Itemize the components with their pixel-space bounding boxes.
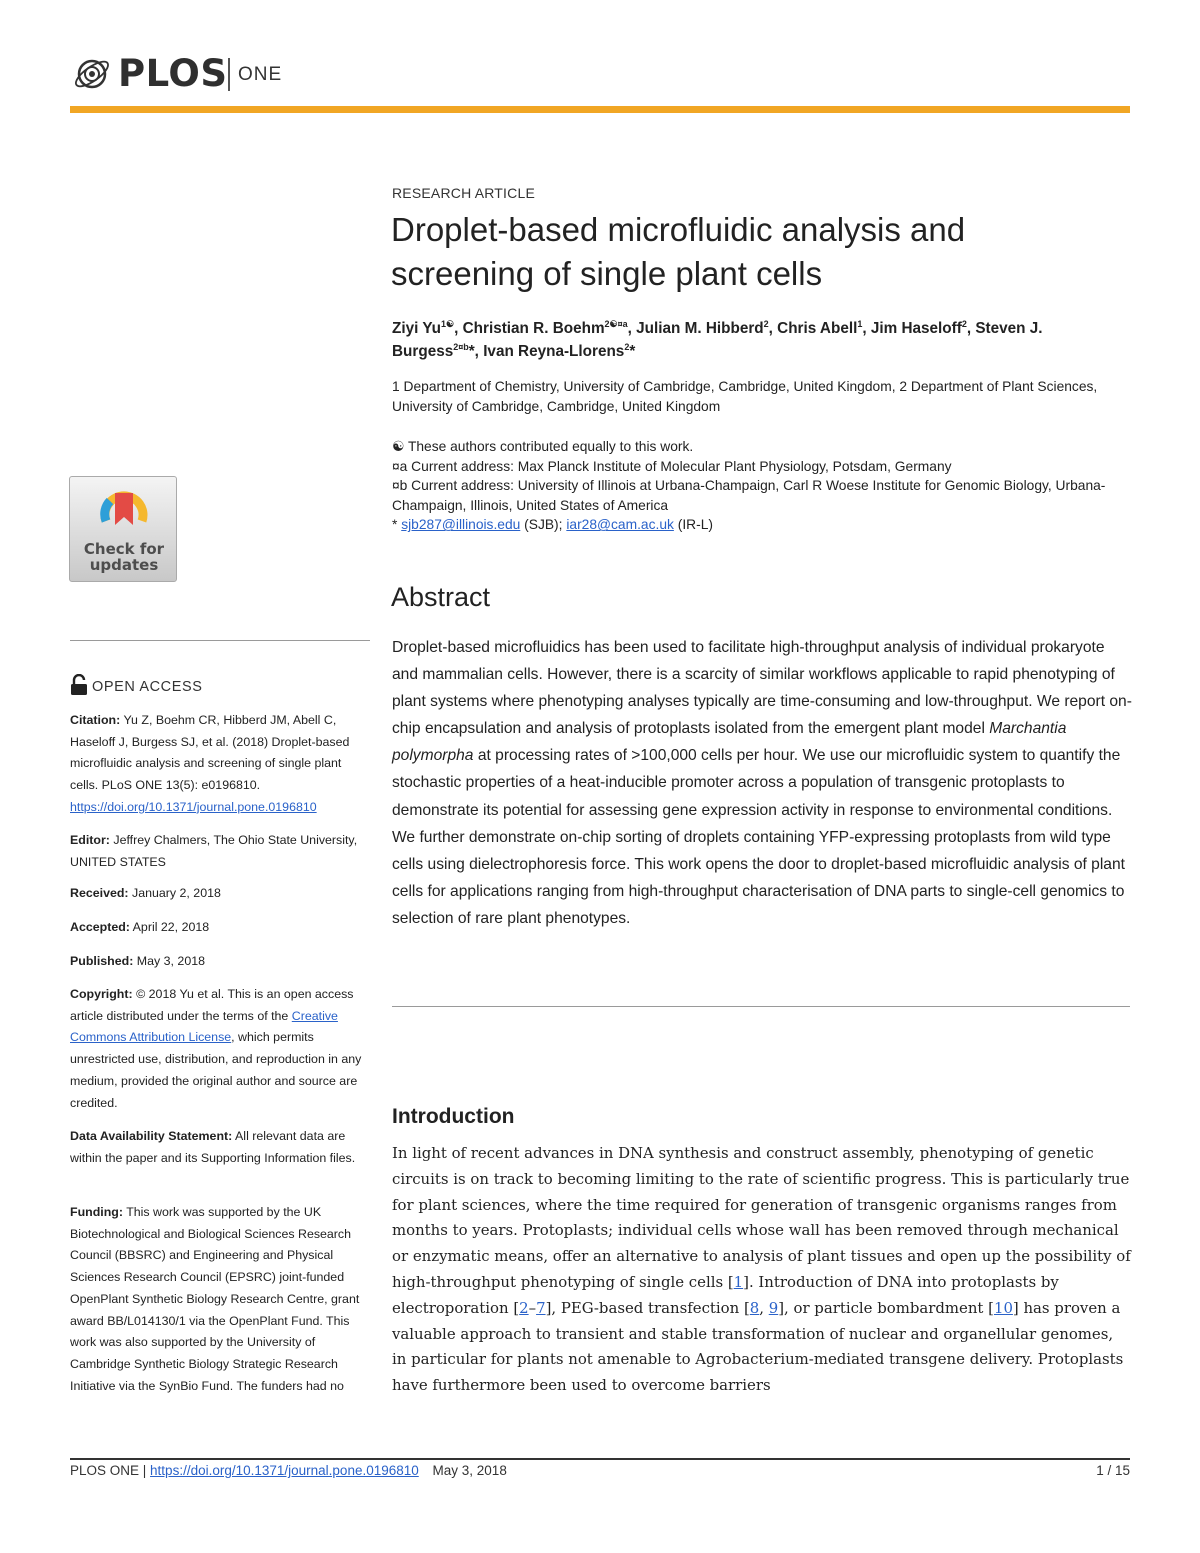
received-block xyxy=(70,883,370,905)
author-sup: 2 xyxy=(961,318,967,329)
abstract-part: Droplet-based microfluidics has been used to facilitate high-throughput analysis of individual prokaryote and mammalian cells. However, there is a scarcity of similar workflows applicable to rapid phenotyping of plant systems where phenotyping analyses typically are time-consuming and low-throughput. We report on-chip encapsulation and analysis of protoplasts isolated from the emergent plant model xyxy=(392,639,1132,738)
intro-part: – xyxy=(528,1298,537,1317)
email-tag: (SJB); xyxy=(524,517,563,533)
intro-part: ] has proven a valuable approach to transient and stable transformation of nuclear and organellular genomes, in particular for plants not amenable to Agrobacterium-mediated transgene delivery. Protoplasts have furthermore been used to overcome barriers xyxy=(392,1298,1124,1395)
ref-link[interactable]: 2 xyxy=(519,1298,529,1317)
received-label: Received: xyxy=(70,886,129,900)
equal-contribution-note: ☯ These authors contributed equally to this work. xyxy=(392,439,694,454)
author[interactable]: Jim Haseloff xyxy=(870,320,962,337)
copyright-text: © 2018 Yu et al. This is an open access article distributed under the terms of the xyxy=(70,987,354,1023)
introduction-text xyxy=(392,1141,1132,1399)
author[interactable]: Ziyi Yu xyxy=(392,320,442,337)
copyright-text-end: , which permits unrestricted use, distribution, and reproduction in any medium, provided the original author and source are credited. xyxy=(70,1030,362,1110)
email-tag: (IR-L) xyxy=(677,517,713,533)
citation-text: Yu Z, Boehm CR, Hibberd JM, Abell C, Haseloff J, Burgess SJ, et al. (2018) Droplet-based microfluidic analysis and screening of single plant cells. PLoS ONE 13(5): e0196810. xyxy=(70,713,350,793)
author[interactable]: Christian R. Boehm xyxy=(462,320,605,337)
license-link[interactable]: Creative Commons Attribution License xyxy=(70,1008,338,1045)
citation-doi-link[interactable]: https://doi.org/10.1371/journal.pone.0196810 xyxy=(70,799,317,814)
article-title: Droplet-based microfluidic analysis and screening of single plant cells xyxy=(391,211,966,292)
copyright-block xyxy=(70,984,370,1114)
published-date: May 3, 2018 xyxy=(136,954,205,968)
intro-part: In light of recent advances in DNA synthesis and construct assembly, phenotyping of genetic circuits is on track to becoming limiting to the rate of scientific progress. This is particularly true for plant sciences, where the time required for generation of transgenic organisms ranges from months to years. Protoplasts; individual cells whose wall has been removed through mechanical or enzymatic means, offer an alternative to analysis of plant tissues and open up the possibility of high-throughput phenotyping of single cells [ xyxy=(392,1144,1131,1291)
funding-text: This work was supported by the UK Biotechnological and Biological Sciences Research Council (BBSRC) and Engineering and Physical Sciences Research Council (EPSRC) joint-funded OpenPlant Synthetic Biology Research Centre, grant award BB/L014130/1 via the OpenPlant Fund. This work was also supported by the University of Cambridge Synthetic Biology Strategic Research Initiative via the SynBio Fund. The funders had no xyxy=(70,1205,360,1393)
copyright-label: Copyright: xyxy=(70,987,133,1001)
author[interactable]: Chris Abell xyxy=(777,320,858,337)
abstract-text xyxy=(392,634,1132,932)
current-address-b: ¤b Current address: University of Illinois at Urbana-Champaign, Carl R Woese Institute for Genomic Biology, Urbana-Champaign, Illinois, United States of America xyxy=(392,478,1106,513)
editor-block xyxy=(70,830,370,873)
accepted-block xyxy=(70,917,370,939)
ref-link[interactable]: 8 xyxy=(749,1298,760,1317)
crossmark-icon xyxy=(70,477,178,543)
author-sep: , xyxy=(862,320,871,337)
author-sup: 2 xyxy=(763,318,769,329)
author-sup: 1 xyxy=(857,318,863,329)
ref-link[interactable]: 9 xyxy=(768,1298,779,1317)
author-sep: , xyxy=(627,320,637,337)
author-notes xyxy=(392,437,1132,535)
intro-part: ]. Introduction of DNA into protoplasts by electroporation [ xyxy=(392,1272,1059,1317)
email-link-sjb[interactable]: sjb287@illinois.edu xyxy=(401,517,521,533)
email-link-irl[interactable]: iar28@cam.ac.uk xyxy=(566,517,674,533)
accepted-date: April 22, 2018 xyxy=(132,920,210,934)
header-rule xyxy=(70,106,1130,113)
ref-link[interactable]: 1 xyxy=(733,1272,744,1291)
badge-label: Check for updates xyxy=(83,540,165,574)
data-availability-label: Data Availability Statement: xyxy=(70,1129,233,1143)
ref-link[interactable]: 10 xyxy=(993,1298,1013,1317)
abstract-heading: Abstract xyxy=(391,582,491,612)
author-list xyxy=(392,317,1132,363)
open-access-label: OPEN ACCESS xyxy=(92,679,203,695)
editor-text: Jeffrey Chalmers, The Ohio State University, UNITED STATES xyxy=(70,833,358,869)
footer-rule xyxy=(70,1458,1130,1460)
author-sep: , xyxy=(454,320,463,337)
check-for-updates-badge[interactable] xyxy=(69,476,177,582)
journal-name: PLOS xyxy=(118,52,228,95)
received-date: January 2, 2018 xyxy=(132,886,221,900)
abstract-rule xyxy=(392,1006,1130,1007)
author-sep: * xyxy=(629,343,636,360)
editor-label: Editor: xyxy=(70,833,110,847)
current-address-a: ¤a Current address: Max Planck Institute of Molecular Plant Physiology, Potsdam, Germany xyxy=(392,458,952,474)
author-sup: 2☯¤a xyxy=(604,318,628,329)
intro-part: , xyxy=(759,1298,769,1317)
accepted-label: Accepted: xyxy=(70,920,130,934)
corresponding-emails xyxy=(392,515,1132,535)
ref-link[interactable]: 7 xyxy=(536,1298,546,1317)
author[interactable]: Julian M. Hibberd xyxy=(636,320,764,337)
author-sup: 2 xyxy=(624,341,630,352)
article-type: RESEARCH ARTICLE xyxy=(392,185,535,201)
sidebar-rule xyxy=(70,640,370,641)
author[interactable]: Ivan Reyna-Llorens xyxy=(483,343,625,360)
author[interactable]: Steven J. Burgess xyxy=(392,320,1043,360)
journal-sub: ONE xyxy=(238,64,283,85)
page-number: 1 / 15 xyxy=(1096,1463,1130,1478)
data-availability-block xyxy=(70,1126,370,1169)
citation-block xyxy=(70,710,370,819)
funding-block xyxy=(70,1202,370,1397)
intro-part: ], PEG-based transfection [ xyxy=(545,1298,750,1317)
author-sup: 2¤b xyxy=(453,341,469,352)
logo-divider xyxy=(228,58,230,91)
footer-left xyxy=(70,1463,507,1478)
author-sep: , xyxy=(768,320,778,337)
citation-label: Citation: xyxy=(70,713,121,727)
introduction-heading: Introduction xyxy=(392,1105,515,1128)
author-sup: 1☯ xyxy=(441,318,455,329)
footer-doi-link[interactable]: https://doi.org/10.1371/journal.pone.0196810 xyxy=(150,1463,419,1478)
affiliations: 1 Department of Chemistry, University of Cambridge, Cambridge, United Kingdom, 2 Department of Plant Sciences, University of Cambridge, Cambridge, United Kingdom xyxy=(392,379,1098,414)
footer-journal: PLOS ONE | xyxy=(70,1463,147,1478)
published-block xyxy=(70,951,370,973)
species-name: Marchantia polymorpha xyxy=(392,720,1067,765)
email-star: * xyxy=(392,517,398,533)
open-lock-icon xyxy=(70,674,88,696)
funding-label: Funding: xyxy=(70,1205,123,1219)
author-sep: , xyxy=(966,320,976,337)
intro-part: ], or particle bombardment [ xyxy=(778,1298,994,1317)
footer-date: May 3, 2018 xyxy=(432,1463,507,1478)
data-availability-text: All relevant data are within the paper and its Supporting Information files. xyxy=(70,1129,356,1165)
abstract-part: at processing rates of >100,000 cells per hour. We use our microfluidic system to quantify the stochastic properties of a heat-inducible promoter across a population of transgenic protoplasts to demonstrate its potential for assessing gene expression activity in response to environmental conditions. We further demonstrate on-chip sorting of droplets containing YFP-expressing protoplasts from wild type cells using dielectrophoresis force. This work opens the door to droplet-based microfluidic analysis of plant cells for applications ranging from high-throughput characterisation of DNA parts to single-cell genomics to selection of rare plant phenotypes. xyxy=(392,747,1125,927)
author-sep: *, xyxy=(468,343,484,360)
plos-globe-icon xyxy=(70,52,114,96)
published-label: Published: xyxy=(70,954,134,968)
